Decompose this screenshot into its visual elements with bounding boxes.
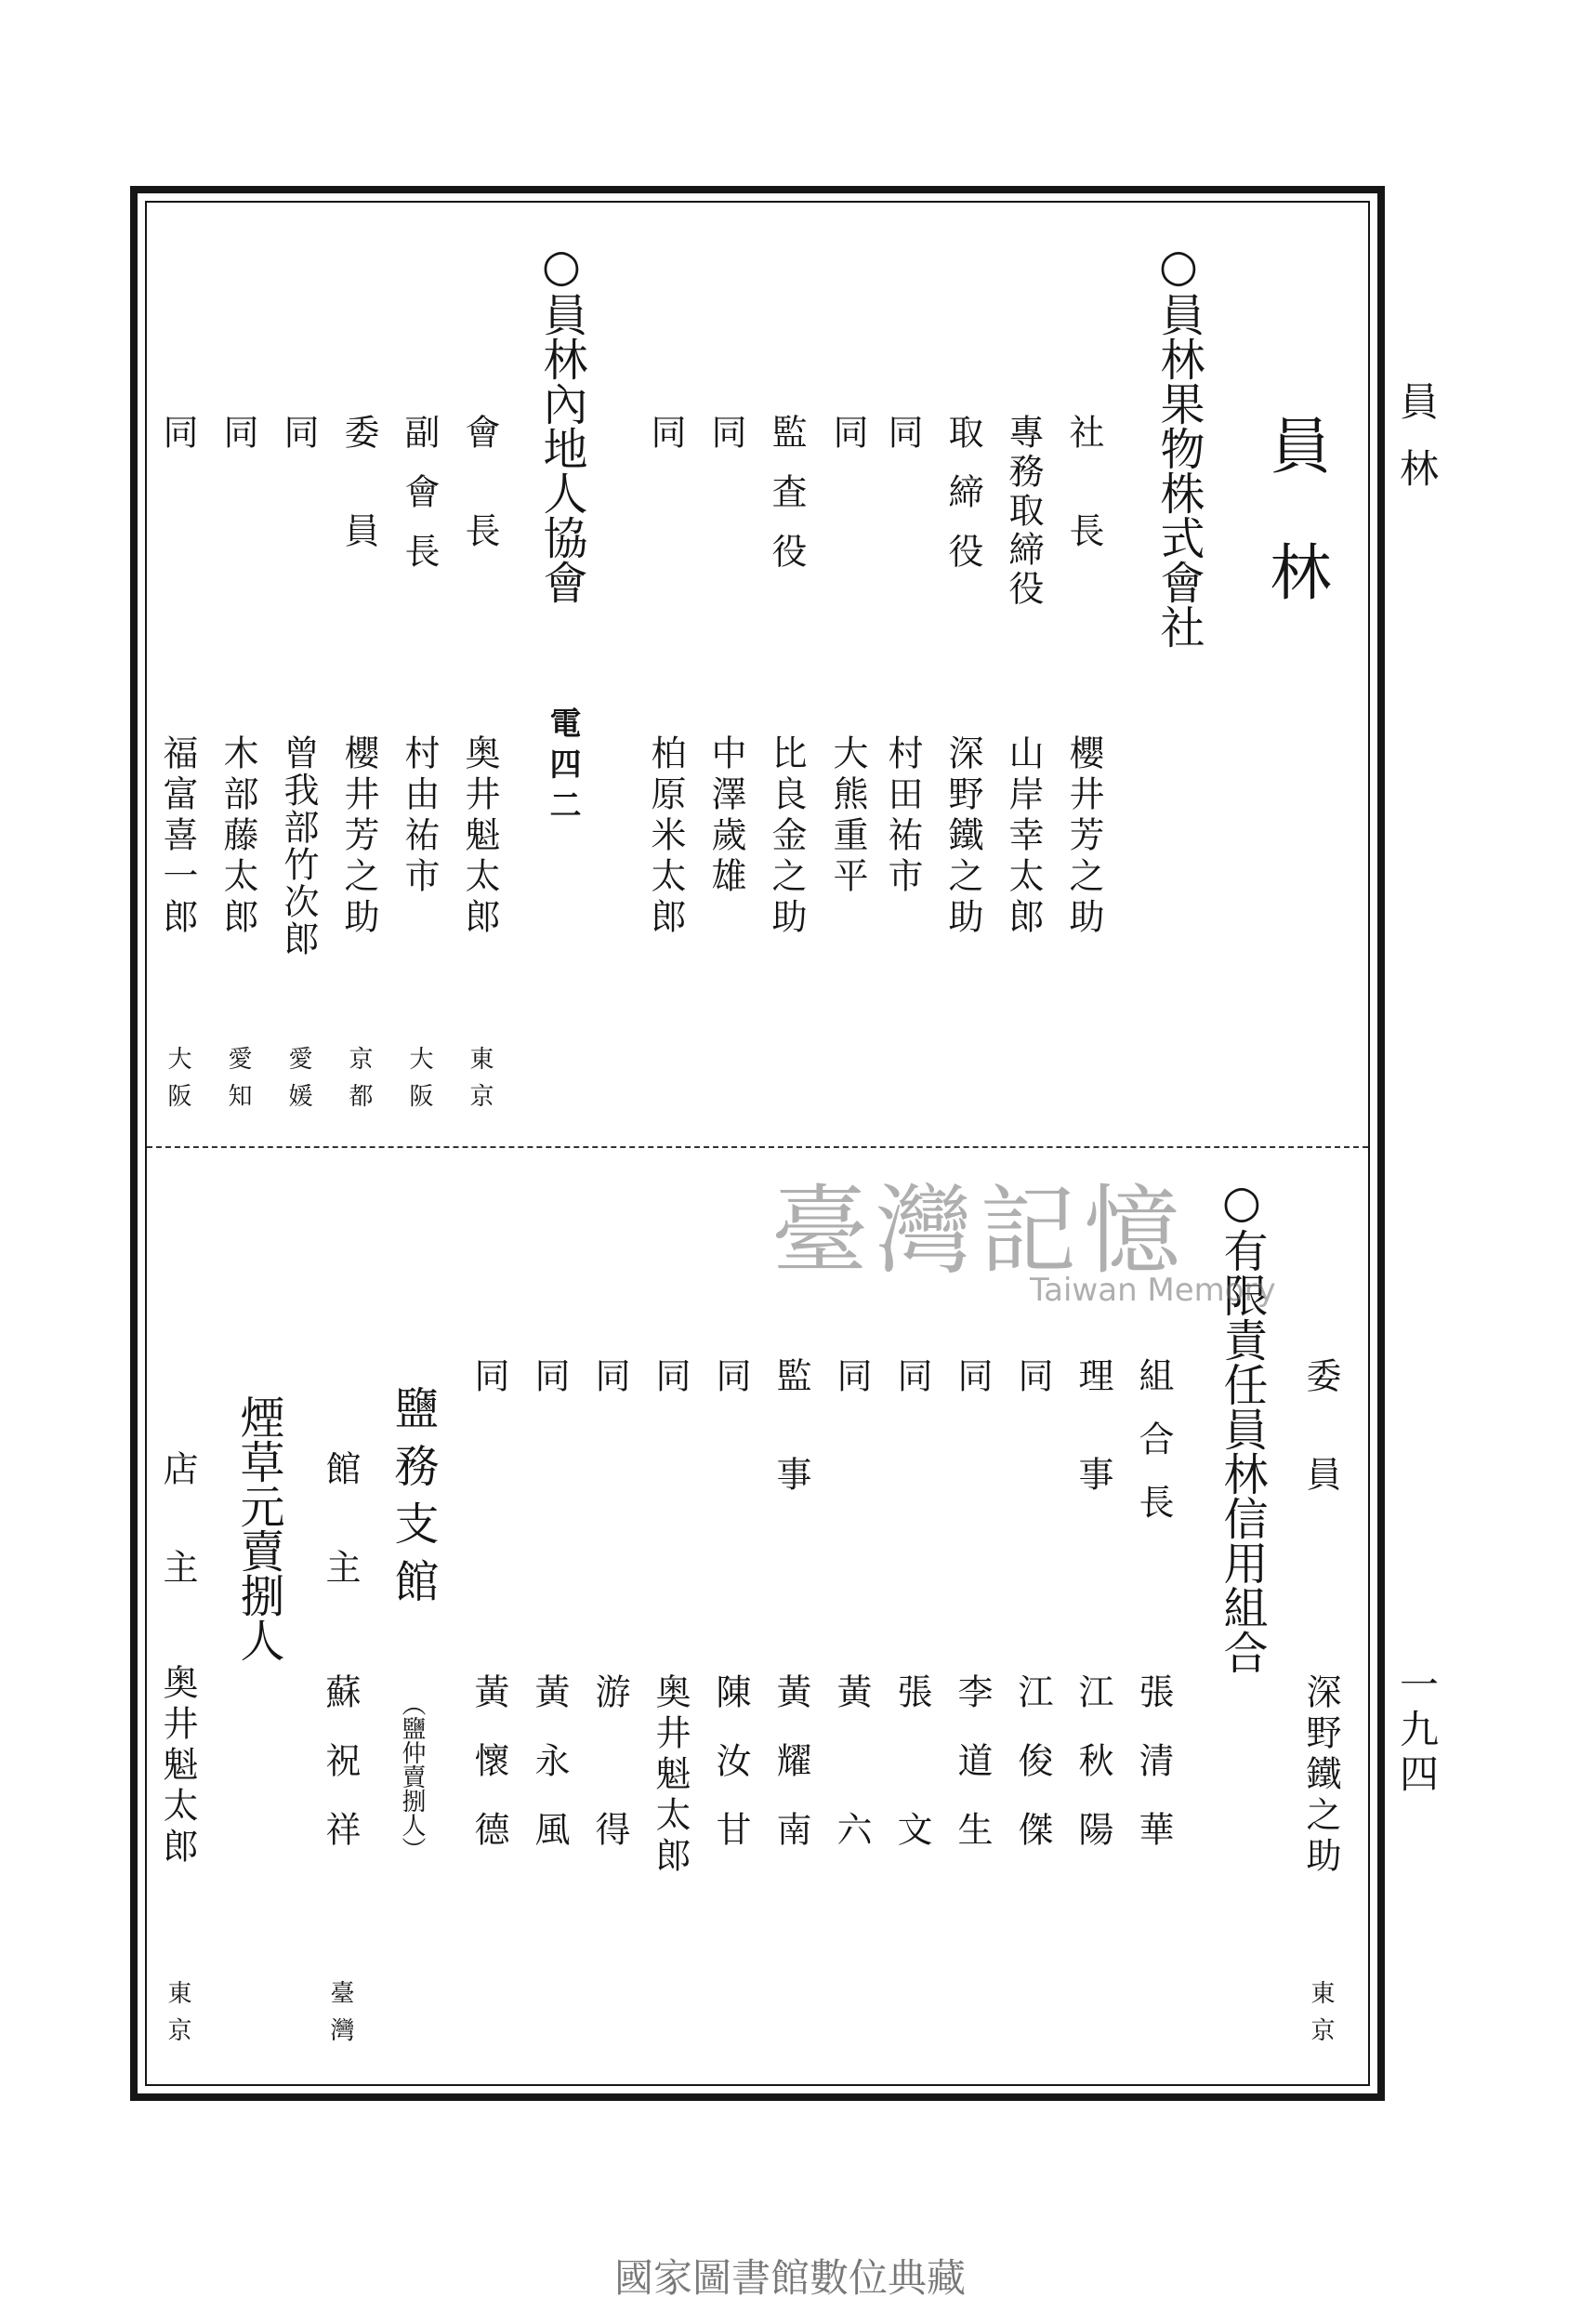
guoshu-name-3: 深野鐵之助 <box>942 734 983 939</box>
shinyo-role-4: 同 <box>952 1357 993 1393</box>
shinyo-name-12: 黃懷德 <box>468 1673 509 1880</box>
kyokai-phone: 電四二 <box>544 706 581 829</box>
kyokai-role-5: 同 <box>217 414 258 449</box>
shinyo-name-1: 張清華 <box>1133 1673 1174 1880</box>
shinyo-role-2: 理事 <box>1073 1357 1113 1554</box>
shinyo-name-10: 游得 <box>589 1673 630 1948</box>
carryover-role: 委員 <box>1300 1357 1341 1554</box>
guoshu-role-8: 同 <box>645 414 686 449</box>
watermark-english: Taiwan Memory <box>1030 1272 1276 1309</box>
guoshu-role-3: 取締役 <box>942 414 983 592</box>
guoshu-name-1: 櫻井芳之助 <box>1063 734 1104 939</box>
salt-role: 館主 <box>320 1450 361 1647</box>
kyokai-name-5: 木部藤太郎 <box>217 734 258 939</box>
running-title: 員林 <box>1394 381 1440 515</box>
kyokai-name-1: 奥井魁太郎 <box>459 734 500 939</box>
guoshu-name-4: 村田祐市 <box>882 734 923 898</box>
kyokai-name-3: 櫻井芳之助 <box>338 734 379 939</box>
kyokai-pref-4: 愛媛 <box>284 1046 312 1120</box>
kyokai-role-1: 會長 <box>459 414 500 611</box>
tobacco-role: 店主 <box>157 1450 198 1647</box>
kyokai-role-3: 委員 <box>338 414 379 611</box>
shinyo-role-12: 同 <box>468 1357 509 1393</box>
kyokai-name-6: 福富喜一郎 <box>157 734 198 939</box>
guoshu-role-5: 同 <box>827 414 868 449</box>
shinyo-role-9: 同 <box>650 1357 691 1393</box>
guoshu-role-2: 專務取締役 <box>1003 414 1044 609</box>
kyokai-role-4: 同 <box>278 414 319 449</box>
section-divider <box>147 1146 1368 1148</box>
watermark-chinese: 臺灣記憶 <box>771 1174 1189 1287</box>
kyokai-name-4: 曾我部竹次郎 <box>278 734 319 957</box>
shinyo-name-7: 黃耀南 <box>770 1673 811 1880</box>
shinyo-name-2: 江秋陽 <box>1073 1673 1113 1880</box>
guoshu-role-4: 同 <box>882 414 923 449</box>
kyokai-pref-6: 大阪 <box>164 1046 191 1120</box>
shinyo-role-7: 監事 <box>770 1357 811 1554</box>
shinyo-name-4: 李道生 <box>952 1673 993 1880</box>
kyokai-pref-5: 愛知 <box>224 1046 252 1120</box>
page-number: 一九四 <box>1394 1664 1440 1798</box>
shinyo-name-11: 黃永風 <box>529 1673 570 1880</box>
library-footer: 國家圖書館數位典藏 <box>613 2255 966 2301</box>
guoshu-name-7: 中澤歲雄 <box>705 734 746 898</box>
carryover-pref: 東京 <box>1307 1980 1335 2054</box>
guoshu-name-2: 山岸幸太郎 <box>1003 734 1044 939</box>
shinyo-role-3: 同 <box>1012 1357 1053 1393</box>
guoshu-name-5: 大熊重平 <box>827 734 868 898</box>
shinyo-role-10: 同 <box>589 1357 630 1393</box>
tobacco-title: 煙草元賣捌人 <box>232 1394 284 1662</box>
kyokai-pref-1: 東京 <box>466 1046 494 1120</box>
guoshu-name-8: 柏原米太郎 <box>645 734 686 939</box>
tobacco-pref: 東京 <box>164 1980 191 2054</box>
place-title: 員林 <box>1259 414 1331 667</box>
shinyo-name-5: 張文 <box>891 1673 932 1948</box>
shinyo-title: ○有限責任員林信用組合 <box>1216 1176 1268 1674</box>
salt-title: 鹽務支館 <box>387 1385 439 1616</box>
tobacco-name: 奥井魁太郎 <box>157 1664 198 1868</box>
shinyo-name-9: 奥井魁太郎 <box>650 1673 691 1878</box>
kyokai-title: ○員林內地人協會 <box>535 240 587 604</box>
shinyo-name-3: 江俊傑 <box>1012 1673 1053 1880</box>
shinyo-role-11: 同 <box>529 1357 570 1393</box>
carryover-name: 深野鐵之助 <box>1300 1673 1341 1878</box>
shinyo-role-8: 同 <box>710 1357 751 1393</box>
kyokai-name-2: 村由祐市 <box>399 734 440 898</box>
guoshu-name-6: 比良金之助 <box>766 734 807 939</box>
guoshu-role-1: 社長 <box>1063 414 1104 611</box>
salt-name: 蘇祝祥 <box>320 1673 361 1880</box>
shinyo-role-6: 同 <box>831 1357 872 1393</box>
guoshu-title: ○員林果物株式會社 <box>1152 240 1205 649</box>
guoshu-role-7: 同 <box>705 414 746 449</box>
shinyo-name-8: 陳汝甘 <box>710 1673 751 1880</box>
shinyo-role-1: 組合長 <box>1133 1357 1174 1547</box>
shinyo-name-6: 黃六 <box>831 1673 872 1948</box>
shinyo-role-5: 同 <box>891 1357 932 1393</box>
guoshu-role-6: 監査役 <box>766 414 807 592</box>
salt-pref: 臺灣 <box>326 1980 354 2054</box>
kyokai-role-2: 副會長 <box>399 414 440 592</box>
salt-note: （鹽仲賣捌人） <box>398 1692 426 1861</box>
kyokai-pref-2: 大阪 <box>405 1046 433 1120</box>
kyokai-pref-3: 京都 <box>345 1046 373 1120</box>
kyokai-role-6: 同 <box>157 414 198 449</box>
